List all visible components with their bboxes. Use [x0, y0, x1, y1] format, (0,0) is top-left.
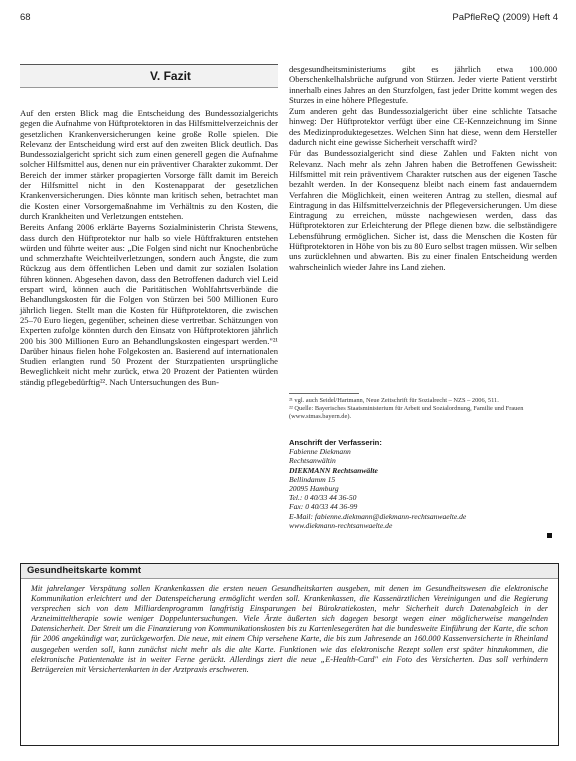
- box-title: Gesundheitskarte kommt: [27, 565, 142, 576]
- footnote: ²² Quelle: Bayerisches Staatsministerium für Arbeit und Sozialordnung, Familie und Frauen (www.stmas.bayern.de).: [289, 404, 524, 420]
- city: 20095 Hamburg: [289, 484, 339, 494]
- street: Bellindamm 15: [289, 474, 336, 484]
- box-title-bar: [21, 564, 558, 579]
- telephone: Tel.: 0 40/33 44 36-50: [289, 493, 357, 503]
- paragraph: desgesundheitsministeriums gibt es jährlich etwa 100.000 Oberschenkelhalsbrüche aufgrund von Stürzen. Jeder vierte Patient verstirbt innerhalb eines Jahres an den Sturzfolgen, fast jeder Dritte kommt wegen des Sturzes in eine höhere Pflegestufe.: [289, 64, 557, 105]
- paragraph: Zum anderen geht das Bundessozialgericht über eine schlichte Tatsache hinweg: Der Hüftprotektor verfügt über eine CE-Kennzeichnung im Sinne des Medizinproduktegesetzes. Welchen Sinn hat diese, wenn dem Hersteller dadurch nicht eine gewisse Sicherheit verschafft wird?: [289, 106, 557, 148]
- paragraph: Bereits Anfang 2006 erklärte Bayerns Sozialministerin Christa Stewens, dass durch den Hüftprotektor nur halb so viele Hüftfrakturen entstehen würden und führte weiter aus: „Die Folgen sind nicht nur Knochenbrüche und schmerzhafte Weichteilverletzungen, sondern auch Ängste, die zum Rückzug aus dem öffentlichen Leben und damit zur sozialen Isolation führen können. Abgesehen davon, dass den Betroffenen dadurch viel Leid erspart wird, können auch die Paritätischen Wohlfahrtsverbände die Behandlungskosten für die Folgen von Stürzen bei 500 Millionen Euro jährlich liegen. Stellt man die Kosten für Hüftprotektoren, die zwischen 25–70 Euro liegen, gegenüber, scheinen diese vertretbar. Schätzungen von Experten zufolge könnten durch den Einsatz von Hüftprotektoren jährlich 200 bis 300 Millionen Euro an Behandlungskosten eingespart werden."²¹ Darüber hinaus fielen hohe Folgekosten an. Basierend auf internationalen Studien erlangten rund 50 Prozent der Sturzpatienten ursprüngliche Beweglichkeit nicht mehr zurück, etwa 20 Prozent der Patienten würden ständig pflegebedürftig²². Nach Untersuchungen des Bun-: [20, 222, 278, 387]
- paragraph: Auf den ersten Blick mag die Entscheidung des Bundessozialgerichts gegen die Aufnahme von Hüftprotektoren in das Hilfsmittelverzeichnis der gesetzlichen Krankenversicherungen keine große Rolle spielen. Die Relevanz der Entscheidung wird erst auf den zweiten Blick deutlich. Das Bundessozialgericht spricht sich zum einen generell gegen die Aufnahme solcher Hilfsmittel aus, denen nur ein präventiver Charakter zukommt. Der Bereich der immer stärker propagierten Vorsorge fällt damit im Bereich der Hilfsmittel nicht in den Kostenapparat der gesetzlichen Krankenversicherungen. Dies könnte man kritisch sehen, betrachtet man die Kosten einer Vorsorgemaßnahme im Verhältnis zu den Kosten, die durch Krankheiten und Verletzungen entstehen.: [20, 108, 278, 221]
- website-link[interactable]: www.diekmann-rechtsanwaelte.de: [289, 520, 393, 530]
- firm-name: DIEKMANN Rechtsanwälte: [289, 465, 378, 475]
- left-column: [20, 108, 278, 387]
- box-body: Mit jahrelanger Verspätung sollen Krankenkassen die ersten neuen Gesundheitskarten ausgeben, mit denen im Gesundheitswesen die elektronische Kommunikation erleichtert und der Datenspeicherung ermöglicht werden soll. Krankenkassen, die Kassenärztlichen Vereinigungen und die Regierung versprechen sich von dem Milliardenprogramm langfristig Einsparungen bei Bürokratiekosten, mehr Sicherheit durch Datenabgleich in der Arzneimitteltherapie sowie weniger Doppeluntersuchungen. Viele Ärzte äußerten sich dagegen besorgt wegen einer möglicherweise mangelnden Datensicherheit. Der Streit um die Finanzierung von Kommunikationskosten bis zu Kartenlesegeräten hat die bundesweite Einführung der Karte, die schon für 2006 angekündigt war, zurückgeworfen. Die neue, mit einem Chip versehene Karte, die bis zum Jahresende an 160.000 Kassenversicherte in Rheinland ausgegeben werden soll, kann zunächst nicht mehr als die alte Karte. Funktionen wie das elektronische Rezept sollen erst später hinzukommen, die elektronische Patientenakte ist in weiter Ferne gerückt. Allerdings ziert die neue „E-Health-Card" ein Foto des Versicherten. Das soll verhindern Betrügereien mit Versichertenkarten in der Arztpraxis erschweren.: [31, 584, 548, 674]
- email-link[interactable]: E-Mail: fabienne.diekmann@diekmann-rechtsanwaelte.de: [289, 511, 467, 521]
- author-address: [289, 438, 557, 530]
- footnote: ²¹ vgl. auch Seidel/Hartmann, Neue Zeitschrift für Sozialrecht – NZS – 2006, 511.: [289, 397, 499, 404]
- address-heading: Anschrift der Verfasserin:: [289, 438, 382, 447]
- fax: Fax: 0 40/33 44 36-99: [289, 502, 358, 512]
- author-name: Fabienne Diekmann: [289, 447, 351, 457]
- end-of-article-mark: [547, 533, 552, 538]
- page-number: 68: [20, 12, 31, 23]
- footnote-divider: [289, 393, 359, 394]
- journal-title: PaPfleReQ (2009) Heft 4: [452, 12, 558, 23]
- author-role: Rechtsanwältin: [289, 456, 336, 466]
- section-heading-bar: [20, 64, 278, 88]
- footnotes: [289, 393, 557, 420]
- right-column: [289, 64, 557, 272]
- page-header: [20, 12, 558, 26]
- news-box: [20, 563, 559, 746]
- section-title: V. Fazit: [150, 69, 191, 83]
- paragraph: Für das Bundessozialgericht sind diese Zahlen und Fakten nicht von Relevanz. Nach mehr als zehn Jahren haben die Betroffenen Gewissheit: Hilfsmittel mit rein präventivem Charakter rutschen aus der eigenen Tasche bezahlt werden. In der Konsequenz bleibt nach einem fast andauerndem Verfahren die Möglichkeit, einen weiteren Antrag zu stellen, diesmal auf Eintragung in das Hilfsmittelverzeichnis der Pflegeversicherungen. Um diese Eintragung zu erreichen, müsste nachgewiesen werden, dass das Hüftprotektoren zur Erleichterung der Pflege dienen bzw. die selbständigere Lebensführung ermöglichen. Sicher ist, dass die Menschen die Kosten für Hüftprotektoren in Höhe von bis zu 80 Euro selbst tragen müssen. Wir selben uns zurücklehnen und abwarten. Bis zu einer finalen Entscheidung werden wahrscheinlich wieder Jahre ins Land ziehen.: [289, 148, 557, 272]
